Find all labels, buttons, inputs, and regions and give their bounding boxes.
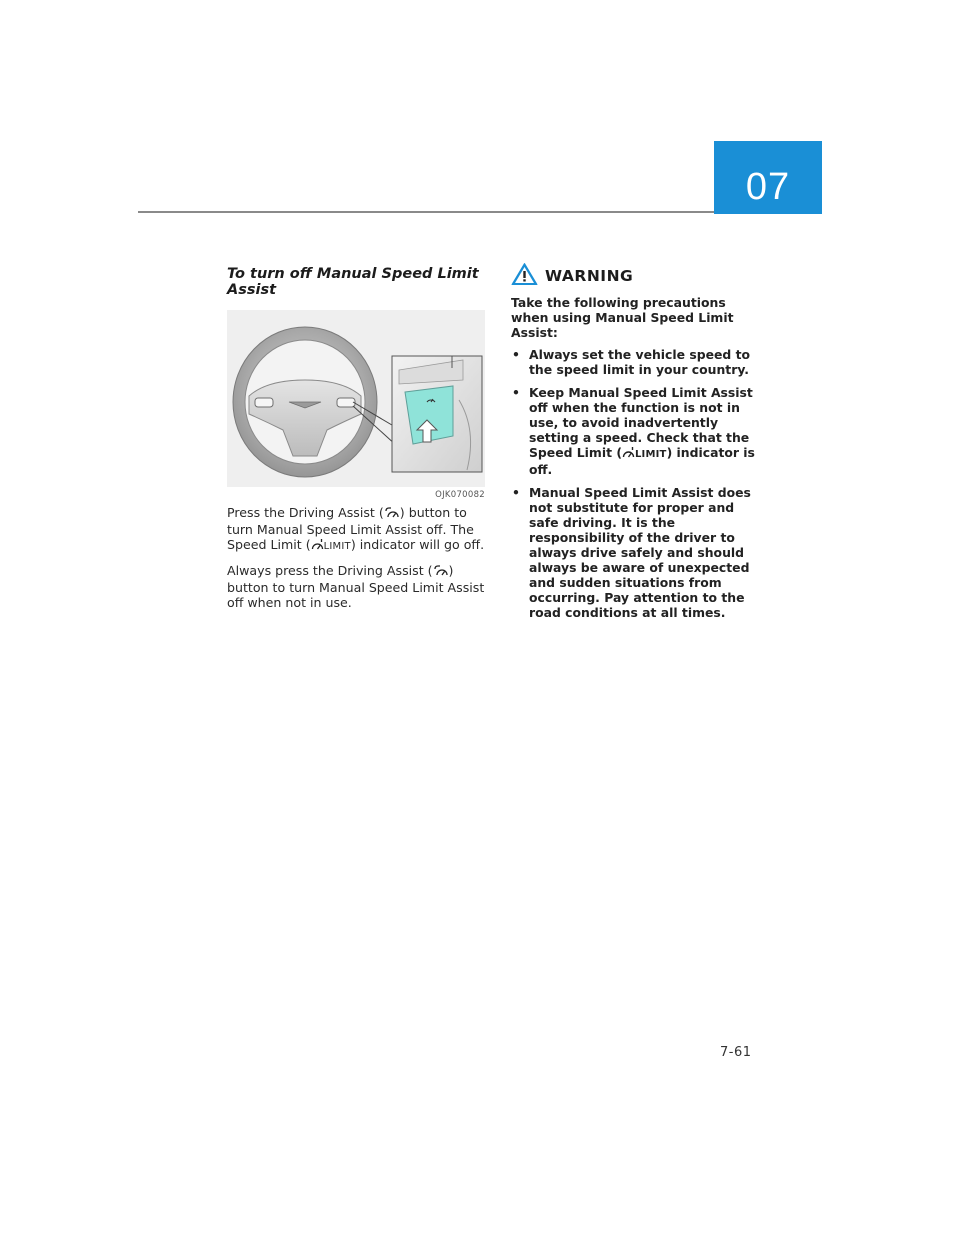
figure-code: OJK070082 xyxy=(435,490,485,500)
left-column xyxy=(227,266,485,610)
warning-box xyxy=(511,264,763,628)
warning-header xyxy=(511,264,763,288)
list-item xyxy=(511,485,763,620)
warning-item-text: Always set the vehicle speed to the speed limit in your country. xyxy=(529,347,751,377)
warning-list xyxy=(511,347,763,620)
p2-text-a: Always press the Driving Assist ( xyxy=(227,563,433,578)
list-item xyxy=(511,385,763,477)
p1-text-c: ) indicator will go off. xyxy=(350,537,485,552)
warning-triangle-icon xyxy=(511,262,538,290)
paragraph-turn-off xyxy=(227,505,485,554)
bullet: • xyxy=(512,385,520,400)
driving-assist-icon xyxy=(384,506,400,522)
p1-limit-label: LIMIT xyxy=(323,541,351,552)
header-rule xyxy=(138,211,714,213)
warning-item-text: Manual Speed Limit Assist does not substitute for proper and safe driving. It is the responsibility of the driver to always drive safely and should always be aware of unexpected and sudden situations from occurring. Pay attention to the road conditions at all times. xyxy=(529,485,751,620)
p1-text-a: Press the Driving Assist ( xyxy=(227,505,384,520)
chapter-tab xyxy=(714,141,822,214)
page-number: 7-61 xyxy=(720,1045,752,1060)
steering-wheel-figure xyxy=(227,310,485,487)
warning-item-text-b: ) indicator is off. xyxy=(529,445,755,477)
paragraph-always-press xyxy=(227,563,485,610)
p2-text-b: ) button to turn Manual Speed Limit Assist off when not in use. xyxy=(227,563,485,610)
bullet: • xyxy=(512,485,520,500)
speed-limit-icon xyxy=(622,446,635,462)
warning-limit-label: LIMIT xyxy=(634,449,667,460)
section-title: To turn off Manual Speed Limit Assist xyxy=(227,266,479,298)
warning-item-text-a: Keep Manual Speed Limit Assist off when the function is not in use, to avoid inadvertently setting a speed. Check that the Speed Limit ( xyxy=(529,385,753,460)
p1-text-b: ) button to turn Manual Speed Limit Assist off. The Speed Limit ( xyxy=(227,505,474,552)
chapter-number: 07 xyxy=(745,166,791,208)
driving-assist-icon xyxy=(433,564,449,580)
warning-title: WARNING xyxy=(545,267,634,285)
list-item xyxy=(511,347,763,377)
warning-intro: Take the following precautions when using Manual Speed Limit Assist: xyxy=(511,295,734,340)
speed-limit-icon xyxy=(311,538,324,554)
bullet: • xyxy=(512,347,520,362)
